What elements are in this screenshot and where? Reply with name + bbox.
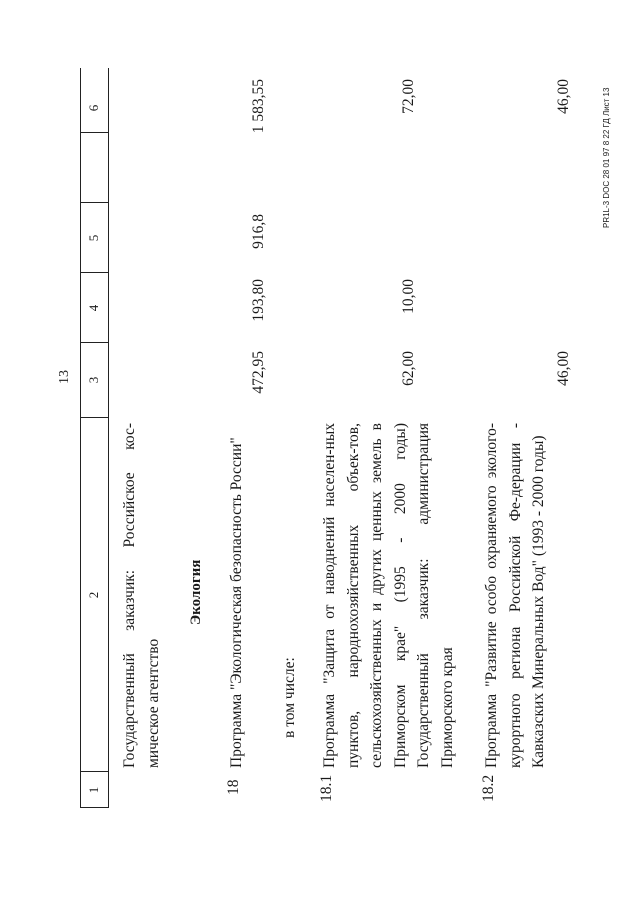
state-customer-text: Государственный заказчик: Российское кос-мическое агентство: [121, 423, 162, 768]
col-sep-0: [80, 807, 108, 808]
col-sep-6: [80, 132, 108, 133]
row-18-col5: 916,8: [250, 214, 267, 249]
row-18-1-col4: 10,00: [400, 279, 417, 314]
row-18-2-col6: 46,00: [555, 79, 572, 114]
col-sep-2: [80, 417, 108, 418]
document-page: [0, 70, 640, 850]
row-number-18-1: 18.1: [318, 774, 335, 802]
row-18-1-col6: 72,00: [400, 79, 417, 114]
column-header-4: 4: [86, 304, 101, 312]
column-header-2: 2: [86, 591, 101, 599]
row-18-col6: 1 583,55: [250, 79, 267, 134]
column-header-3: 3: [86, 376, 101, 384]
column-header-5: 5: [86, 234, 101, 242]
column-header-6: 6: [86, 104, 101, 112]
row-number-18: 18: [225, 779, 242, 795]
row-18-2-col3: 46,00: [555, 351, 572, 386]
col-sep-1: [80, 771, 108, 772]
table-top-rule: [80, 68, 81, 808]
table-header-bottom-rule: [108, 68, 109, 808]
row-18-col4: 193,80: [250, 279, 267, 322]
row-number-18-2: 18.2: [480, 774, 497, 802]
row-18-1-col3: 62,00: [400, 351, 417, 386]
section-title: Экология: [188, 559, 204, 625]
col-sep-3: [80, 342, 108, 343]
column-header-1: 1: [86, 786, 101, 794]
col-sep-5: [80, 202, 108, 203]
page-number: 13: [57, 370, 72, 384]
row-18-col3: 472,95: [250, 351, 267, 394]
row-18-text: Программа "Экологическая безопасность России": [228, 437, 245, 768]
col-sep-4: [80, 272, 108, 273]
row-18-1-text: Программа "Защита от наводнений населен-ных пунктов, народнохозяйственных объек-тов, сельскохозяйственных и других ценных земель в Приморском крае" (1995 - 2000 годы) Государственный заказчик: администрация Приморского края: [321, 423, 456, 768]
including-label: в том числе:: [281, 657, 298, 738]
row-18-2-text: Программа "Развитие особо охраняемого эколого-курортного региона Российской Фе-дерации - Кавказских Минеральных Вод" (1993 - 2000 годы): [483, 423, 548, 768]
page-content: [0, 70, 640, 850]
service-code-stamp: PR1L-3 DOC 28 01 97 8 22 ГД Лист 13: [602, 87, 611, 228]
